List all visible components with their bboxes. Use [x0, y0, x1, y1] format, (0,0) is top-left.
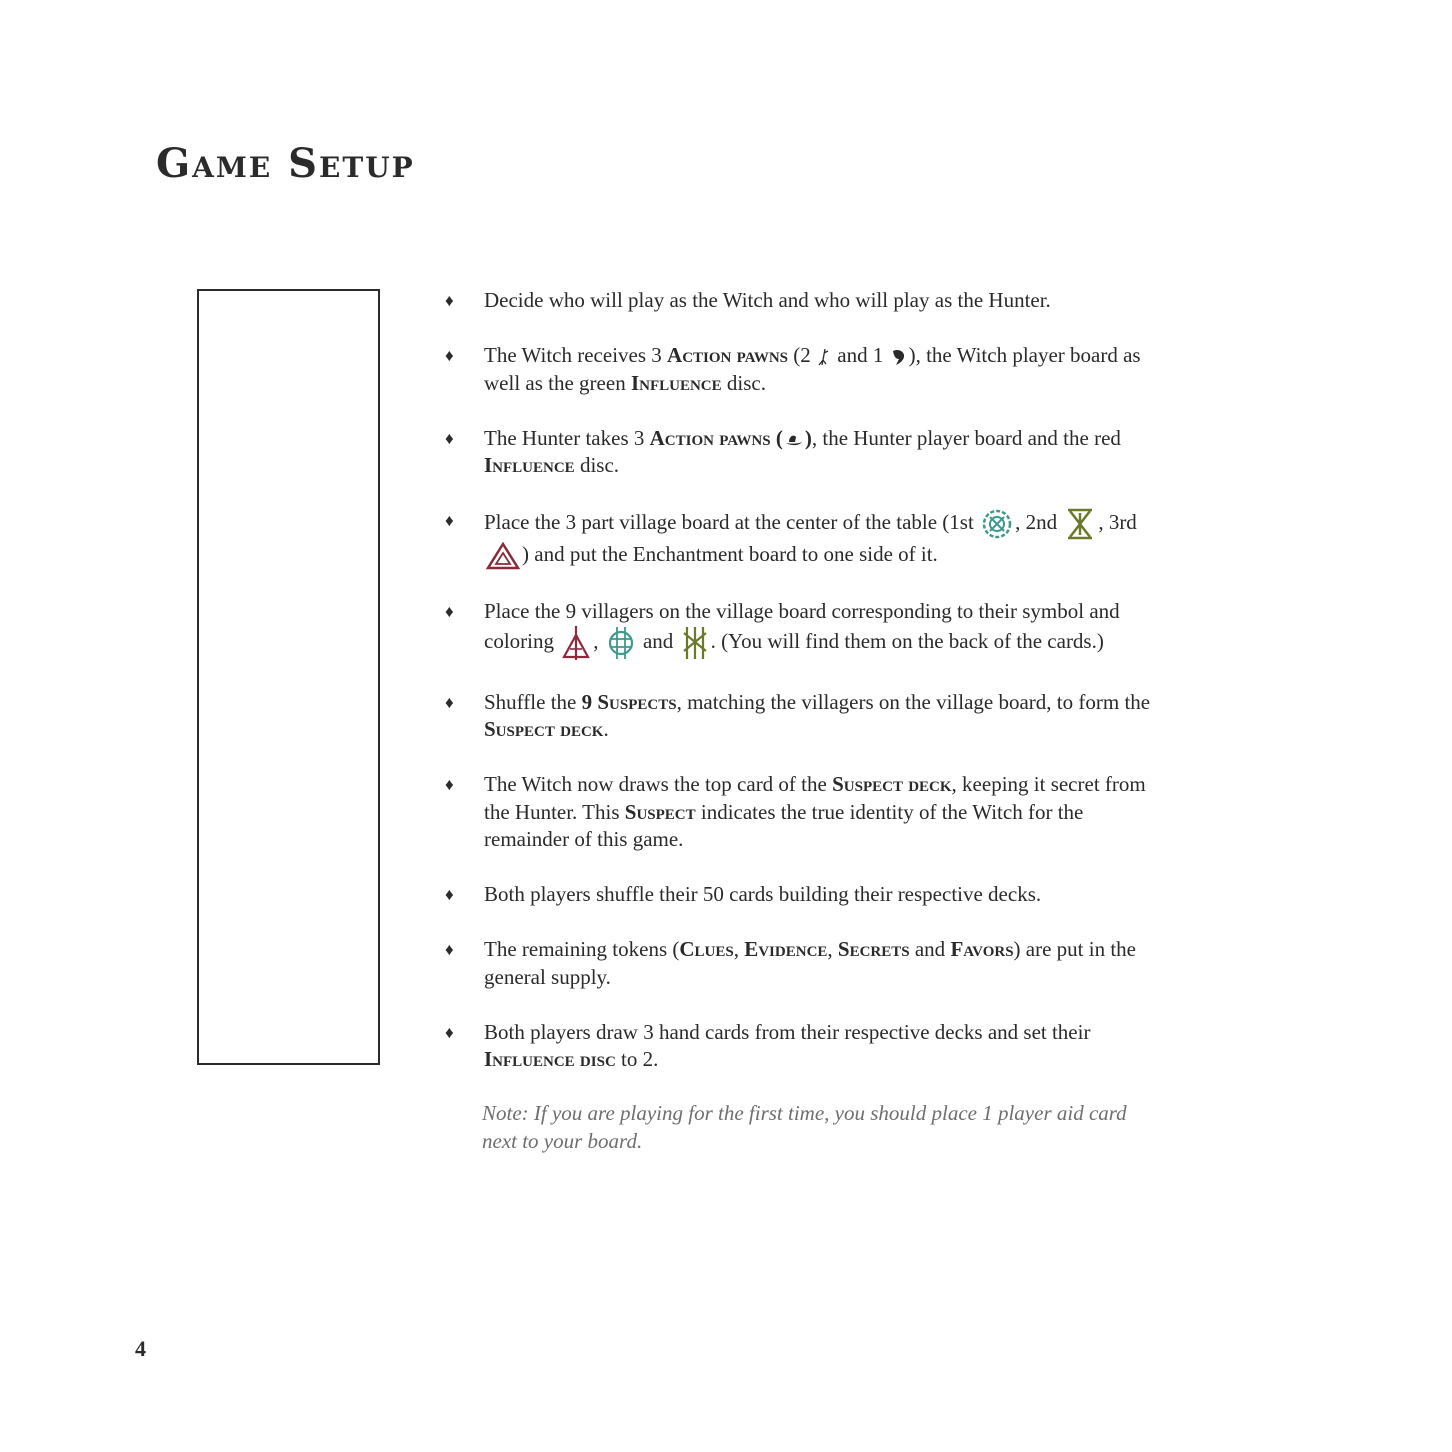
term-suspects: 9 Suspects — [581, 689, 677, 714]
diamond-bullet-icon: ♦ — [445, 885, 454, 905]
step-text: Place the 9 villagers on the village board corresponding to their symbol and coloring — [484, 598, 1120, 653]
red-spire-icon — [561, 625, 591, 661]
step-text: Both players shuffle their 50 cards building their respective decks. — [484, 882, 1042, 907]
step-text: Both players draw 3 hand cards from their respective decks and set their — [484, 1019, 1091, 1044]
term-influence-disc: Influence disc — [484, 1047, 616, 1072]
term-action-pawns: Action pawns — [667, 343, 789, 367]
diamond-bullet-icon: ♦ — [445, 1022, 454, 1042]
diamond-bullet-icon: ♦ — [445, 940, 454, 960]
diamond-bullet-icon: ♦ — [445, 601, 454, 621]
list-item — [443, 689, 1163, 744]
term-evidence: Evidence — [744, 937, 828, 962]
diamond-bullet-icon: ♦ — [445, 291, 454, 310]
diamond-bullet-icon: ♦ — [445, 511, 454, 530]
hunter-hat-icon — [785, 432, 803, 448]
step-text: indicates the true identity of the Witch for the remainder of this game. — [484, 799, 1084, 852]
step-text: Shuffle the — [484, 689, 582, 714]
list-item — [443, 425, 1163, 480]
step-text: disc. — [721, 370, 766, 395]
page-title: Game Setup — [156, 140, 415, 187]
paren-open: ( — [770, 425, 783, 450]
step-text: to 2. — [615, 1047, 659, 1072]
step-text: . (You will find them on the back of the cards.) — [710, 629, 1104, 653]
green-stakes-icon — [681, 625, 709, 661]
raven-icon — [891, 348, 907, 366]
step-text: , matching the villagers on the village board, to form the — [676, 689, 1151, 714]
teal-grid-icon — [606, 625, 636, 661]
diamond-bullet-icon: ♦ — [445, 346, 454, 365]
step-text: The Witch now draws the top card of the — [484, 772, 833, 797]
step-text: (2 — [788, 343, 817, 367]
step-text: Decide who will play as the Witch and who will play as the Hunter. — [484, 288, 1051, 312]
step-text: and — [637, 629, 679, 653]
list-item — [443, 771, 1163, 854]
term-action-pawns: Action pawns — [649, 425, 771, 450]
list-item — [443, 342, 1163, 397]
step-text: ), the Witch player board as well as the green — [484, 343, 1141, 395]
term-influence: Influence — [630, 370, 722, 395]
list-item — [443, 598, 1163, 662]
page-number: 4 — [135, 1336, 146, 1361]
list-item — [443, 881, 1163, 909]
step-text: . — [603, 717, 609, 742]
step-text: The Hunter takes 3 — [484, 425, 650, 450]
step-text: ) and put the Enchantment board to one side of it. — [522, 542, 938, 566]
first-time-note: Note: If you are playing for the first time, you should place 1 player aid card next to your board. — [482, 1101, 1127, 1153]
step-text: ) are put in the general supply. — [484, 937, 1136, 989]
diamond-bullet-icon: ♦ — [445, 775, 454, 795]
green-cross-icon — [1064, 507, 1096, 541]
step-text: , 2nd — [1015, 509, 1063, 534]
step-text: , — [733, 937, 745, 962]
step-text: , keeping it secret from the Hunter. This — [484, 772, 1146, 824]
step-text: and — [909, 937, 951, 962]
term-clues: Clues — [679, 937, 734, 962]
step-text: The remaining tokens ( — [484, 937, 680, 962]
term-influence: Influence — [484, 453, 575, 477]
setup-steps-list — [443, 287, 1163, 1101]
term-suspect-deck: Suspect deck — [832, 772, 952, 797]
list-item — [443, 936, 1163, 991]
teal-knot-icon — [981, 508, 1013, 540]
step-text: , — [827, 937, 838, 962]
step-text: disc. — [574, 453, 620, 477]
step-text: , 3rd — [1098, 509, 1137, 534]
red-triangle-icon — [486, 542, 520, 570]
step-text: , the Hunter player board and the red — [811, 425, 1121, 450]
step-text: and 1 — [832, 343, 889, 367]
step-text: , — [593, 629, 604, 653]
step-text: The Witch receives 3 — [484, 343, 668, 367]
term-suspect-deck: Suspect deck — [484, 717, 604, 742]
list-item — [443, 1019, 1163, 1074]
diamond-bullet-icon: ♦ — [445, 692, 454, 712]
diamond-bullet-icon: ♦ — [445, 428, 454, 448]
list-item — [443, 287, 1163, 315]
term-suspect: Suspect — [624, 799, 696, 824]
paren-close: ) — [804, 425, 812, 450]
broom-icon — [818, 348, 830, 366]
list-item — [443, 507, 1163, 570]
sidebar-frame — [197, 289, 380, 1065]
term-secrets: Secrets — [837, 937, 910, 962]
term-favors: Favors — [950, 937, 1014, 962]
step-text: Place the 3 part village board at the center of the table (1st — [484, 509, 980, 534]
